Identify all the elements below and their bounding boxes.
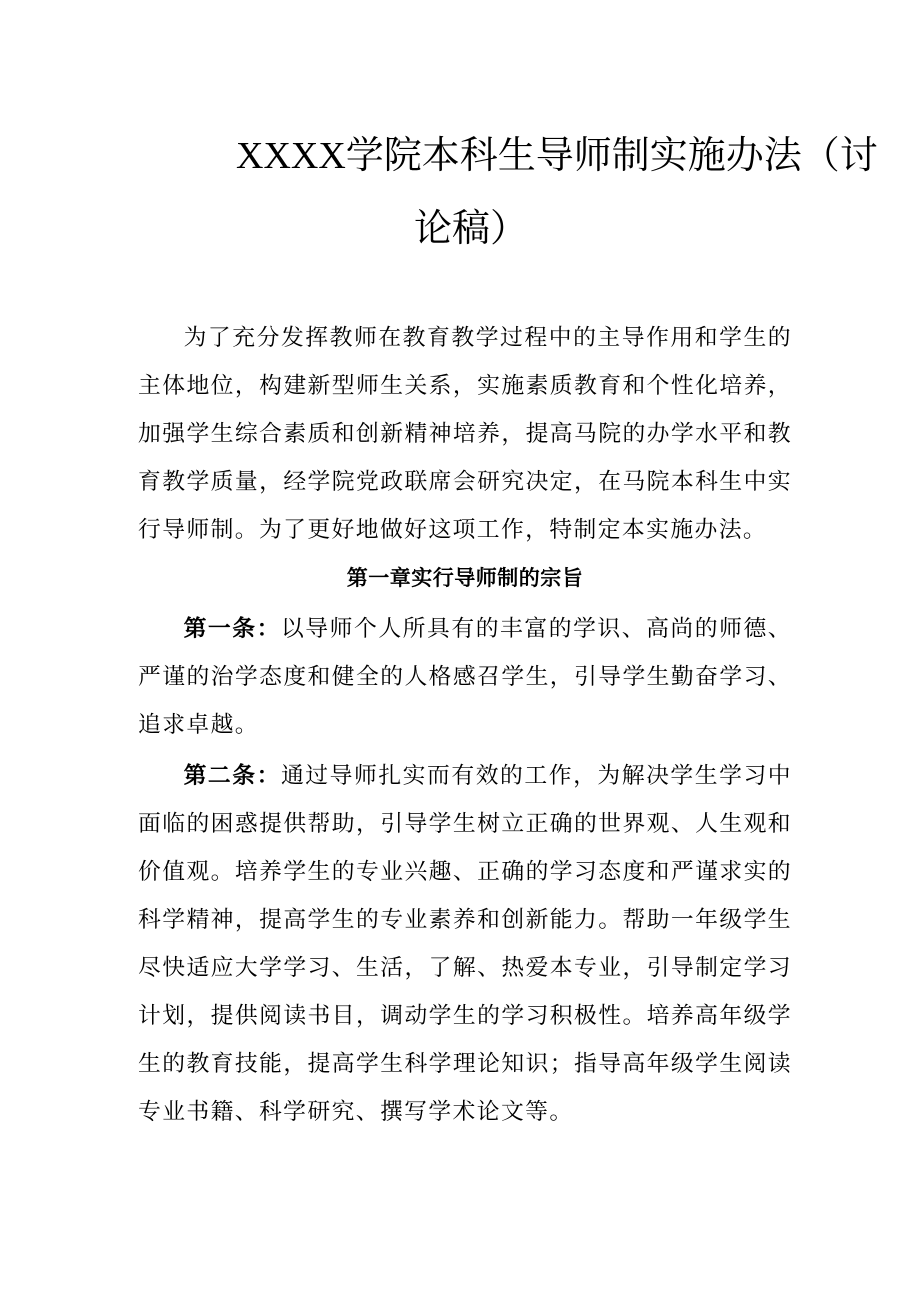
article-1-label: 第一条： bbox=[183, 616, 281, 642]
intro-paragraph: 为了充分发挥教师在教育教学过程中的主导作用和学生的主体地位，构建新型师生关系，实施素质教育和个性化培养，加强学生综合素质和创新精神培养，提高马院的办学水平和教育教学质量，经学院党政联席会研究决定，在马院本科生中实行导师制。为了更好地做好这项工作，特制定本实施办法。 bbox=[138, 325, 792, 543]
title-line-1-text: 学院本科生导师制实施办法（讨 bbox=[345, 133, 878, 177]
document-body bbox=[138, 314, 792, 1136]
article-1 bbox=[138, 605, 792, 749]
article-2-label: 第二条： bbox=[183, 763, 281, 789]
article-2 bbox=[138, 752, 792, 1136]
chapter-1-heading: 第一章实行导师制的宗旨 bbox=[346, 566, 584, 590]
document-title-line-2: 论稿） bbox=[414, 206, 529, 250]
document-title-line-1 bbox=[236, 130, 878, 181]
title-prefix: XXXX bbox=[236, 135, 346, 177]
article-2-text: 通过导师扎实而有效的工作，为解决学生学习中面临的困惑提供帮助，引导学生树立正确的世界观、人生观和价值观。培养学生的专业兴趣、正确的学习态度和严谨求实的科学精神，提高学生的专业素养和创新能力。帮助一年级学生尽快适应大学学习、生活，了解、热爱本专业，引导制定学习计划，提供阅读书目，调动学生的学习积极性。培养高年级学生的教育技能，提高学生科学理论知识；指导高年级学生阅读专业书籍、科学研究、撰写学术论文等。 bbox=[138, 763, 792, 1125]
article-1-text: 以导师个人所具有的丰富的学识、高尚的师德、严谨的治学态度和健全的人格感召学生，引导学生勤奋学习、追求卓越。 bbox=[138, 616, 792, 738]
